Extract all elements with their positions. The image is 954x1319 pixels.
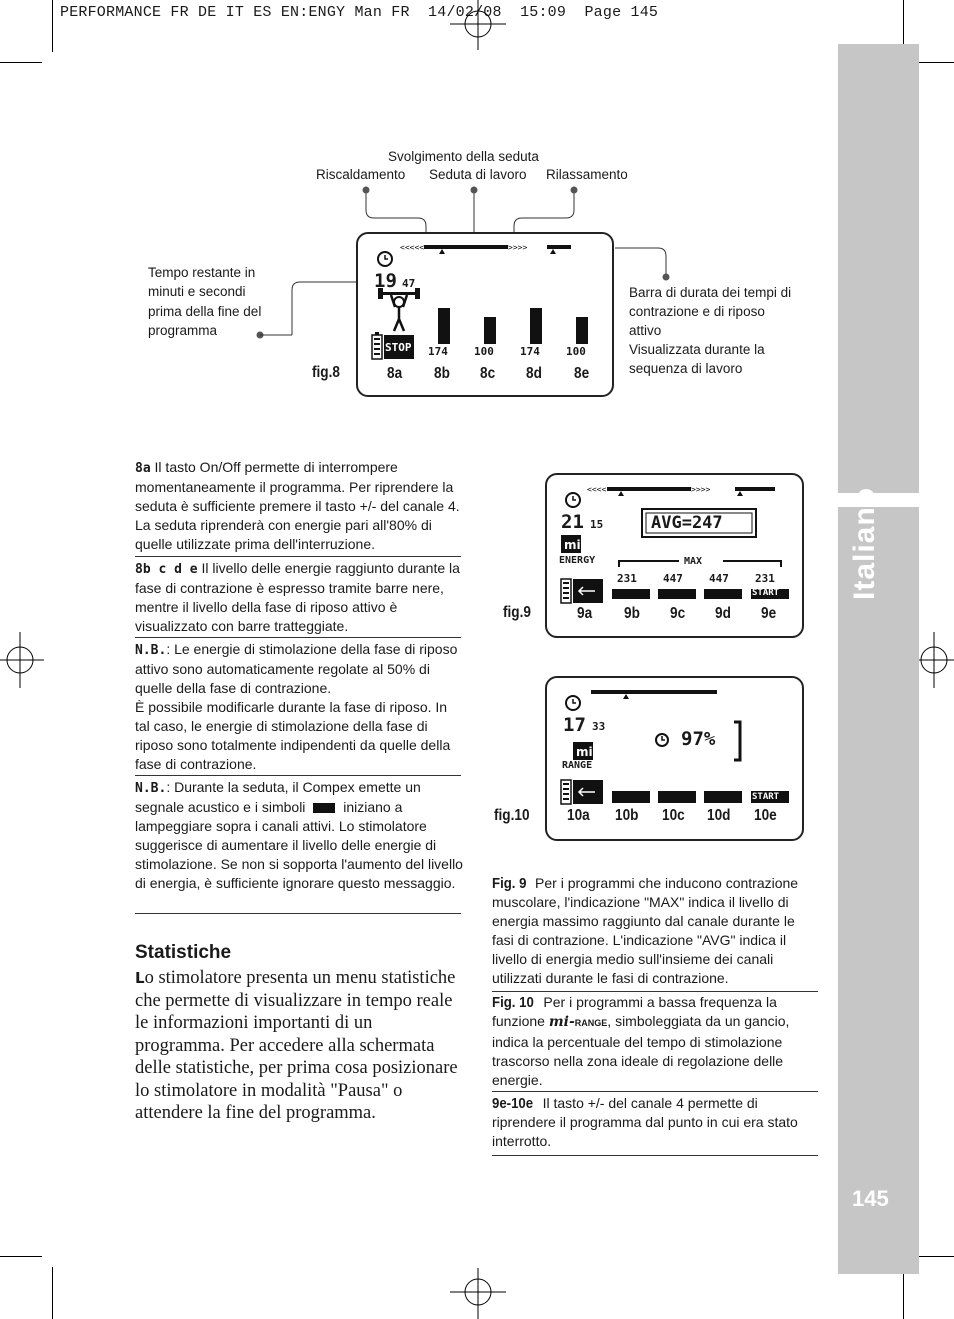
- paragraph-statistiche: Lo stimolatore presenta un menu statistiche che permette di visualizzare in tempo reale le informazioni importanti di un programma. Per accedere alla schermata delle statistiche, per prima cosa posizionare lo stimolatore in modalità "Pausa" o attendere la fine del programma.: [135, 968, 458, 1123]
- fig9-start-label: START: [752, 588, 780, 598]
- crop-mark: [52, 0, 53, 52]
- crop-mark: [0, 62, 42, 63]
- paragraph-8bcde: 8b c d e Il livello delle energie raggiunto durante la fase di contrazione è espresso tramite barre nere, mentre il livello della fase di riposo attivo è visualizzato con barre tratteggiate.: [135, 560, 460, 634]
- battery-icon: [372, 332, 382, 359]
- fig8-channel-a: 8a: [387, 365, 403, 382]
- caption-barra: Barra di durata dei tempi di contrazione e di riposo attivo Visualizzata durante la sequenza di lavoro: [629, 285, 792, 376]
- language-sidebar: [838, 44, 919, 1274]
- caption-seduta: Seduta di lavoro: [429, 167, 527, 182]
- fig9-energy-label: ENERGY: [559, 555, 596, 566]
- fig10-channel-b: 10b: [615, 807, 639, 824]
- crop-mark: [903, 1267, 904, 1319]
- fig8-time-minutes: 19: [374, 270, 397, 292]
- crop-mark: [913, 1256, 954, 1257]
- fig9-channel-d: 9d: [715, 605, 731, 622]
- svg-text:mi: mi: [564, 538, 581, 552]
- caption-rilassamento: Rilassamento: [546, 167, 628, 182]
- fig10-channel-d: 10d: [707, 807, 731, 824]
- fig8-label: fig.8: [312, 364, 340, 381]
- weightlifter-icon: [378, 288, 420, 331]
- fig8-stop-label: STOP: [385, 341, 412, 354]
- registration-mark: [450, 0, 506, 50]
- fig9-value-c: 447: [663, 572, 683, 585]
- language-label: Italiano: [848, 486, 881, 600]
- registration-mark: [0, 632, 44, 688]
- fig8-channel-c: 8c: [480, 365, 496, 382]
- fig10-time-seconds: 33: [592, 720, 606, 733]
- print-header: PERFORMANCE FR DE IT ES EN:ENGY Man FR 14/02/08 15:09 Page 145: [60, 4, 659, 21]
- fig9-lcd: [545, 473, 804, 638]
- fig8-channel-b: 8b: [434, 365, 450, 382]
- fig9-value-b: 231: [617, 572, 637, 585]
- battery-icon: [561, 579, 571, 603]
- fig8-level-bar: [484, 317, 496, 344]
- fig8-value-e: 100: [566, 345, 586, 358]
- divider: [492, 1091, 818, 1092]
- fig9-channel-c: 9c: [670, 605, 686, 622]
- fig9-label: fig.9: [503, 604, 531, 621]
- fig9-avg: AVG=247: [651, 513, 723, 533]
- page-number: 145: [852, 1186, 889, 1211]
- fig9-time-minutes: 21: [561, 511, 584, 533]
- crop-mark: [0, 1256, 42, 1257]
- paragraph-8a: 8a Il tasto On/Off permette di interrompere momentaneamente il programma. Per riprendere la seduta è sufficiente premere il tasto +/- del canale 4. La seduta riprenderà con energie pari all'80% di quelle utilizzate prima dell'interruzione.: [135, 459, 460, 552]
- paragraph-nb1: N.B.: Le energie di stimolazione della fase di riposo attivo sono automaticamente regolate al 50% di quelle della fase di contrazione. È possibile modificarle durante la fase di riposo. In tal caso, le energie di stimolazione della fase di riposo sono totalmente indipendenti da quelle della fase di contrazione.: [135, 641, 458, 772]
- fig10-start-label: START: [752, 792, 780, 802]
- fig8-value-c: 100: [474, 345, 494, 358]
- svg-text:<<<<: <<<<: [587, 485, 607, 494]
- fig8-level-bar: [530, 308, 542, 344]
- paragraph-fig9: Fig. 9 Per i programmi che inducono contrazione muscolare, l'indicazione "MAX" indica il livello di energia massimo raggiunto dal canale durante le fasi di contrazione. L'indicazione "AVG" indica il livello di energia medio sull'insieme dei canali utilizzati durante le fasi di contrazione.: [492, 875, 799, 986]
- svg-text:<<<<<: <<<<<: [400, 243, 425, 252]
- fig10-percent: 97%: [681, 728, 716, 750]
- fig10-range-label: RANGE: [562, 760, 593, 771]
- caption-tempo: Tempo restante in minuti e secondi prima della fine del programma: [148, 265, 262, 338]
- fig9-value-e: 231: [755, 572, 775, 585]
- fig8-value-b: 174: [428, 345, 448, 358]
- fig9-channel-b: 9b: [624, 605, 640, 622]
- fig8-channel-d: 8d: [526, 365, 542, 382]
- fig10-time-minutes: 17: [563, 714, 586, 736]
- svg-text:mi: mi: [576, 745, 593, 759]
- svg-text:>>>>: >>>>: [691, 485, 711, 494]
- fig10-channel-e: 10e: [754, 807, 777, 824]
- fig9-channel-e: 9e: [761, 605, 777, 622]
- fig8-value-d: 174: [520, 345, 540, 358]
- section-title-statistiche: Statistiche: [135, 942, 232, 963]
- paragraph-fig10: Fig. 10 Per i programmi a bassa frequenza la funzione mi-RANGE, simboleggiata da un gancio, indica la percentuale del tempo di stimolazione trascorso nella zona ideale di regolazione delle energie.: [492, 994, 790, 1088]
- fig8-channel-e: 8e: [574, 365, 590, 382]
- registration-mark: [450, 1268, 506, 1319]
- fig10-channel-a: 10a: [567, 807, 590, 824]
- plus-symbol-icon: [313, 803, 335, 813]
- fig8-lcd: [356, 232, 614, 397]
- caption-svolgimento: Svolgimento della seduta: [388, 149, 539, 164]
- fig10-label: fig.10: [494, 807, 530, 824]
- fig8-level-bar: [576, 317, 588, 344]
- svg-text:>>>>: >>>>: [508, 243, 528, 252]
- crop-mark: [52, 1267, 53, 1319]
- fig8-level-bar: [438, 308, 450, 344]
- caption-riscaldamento: Riscaldamento: [316, 167, 406, 182]
- paragraph-nb2: N.B.: Durante la seduta, il Compex emette un segnale acustico e i simboli iniziano a lampeggiare sopra i canali attivi. Lo stimolatore suggerisce di aumentare il livello delle energie di stimolazione. Se non si sopporta l'aumento del livello di energia, è sufficiente ignorare questo messaggio.: [135, 779, 463, 891]
- divider: [135, 775, 461, 776]
- crop-mark: [913, 62, 954, 63]
- divider: [135, 637, 461, 638]
- divider: [492, 1155, 818, 1156]
- divider: [135, 913, 461, 914]
- divider: [492, 991, 818, 992]
- paragraph-9e-10e: 9e-10e Il tasto +/- del canale 4 permette di riprendere il programma dal punto in cui era stato interrotto.: [492, 1095, 798, 1149]
- fig9-time-seconds: 15: [590, 518, 604, 531]
- fig9-channel-a: 9a: [577, 605, 593, 622]
- fig10-lcd: [545, 676, 804, 841]
- fig10-channel-c: 10c: [662, 807, 685, 824]
- battery-icon: [561, 780, 571, 804]
- divider: [135, 556, 461, 557]
- fig8-time-seconds: 47: [402, 277, 416, 290]
- fig9-max-label: MAX: [684, 556, 703, 567]
- fig9-value-d: 447: [709, 572, 729, 585]
